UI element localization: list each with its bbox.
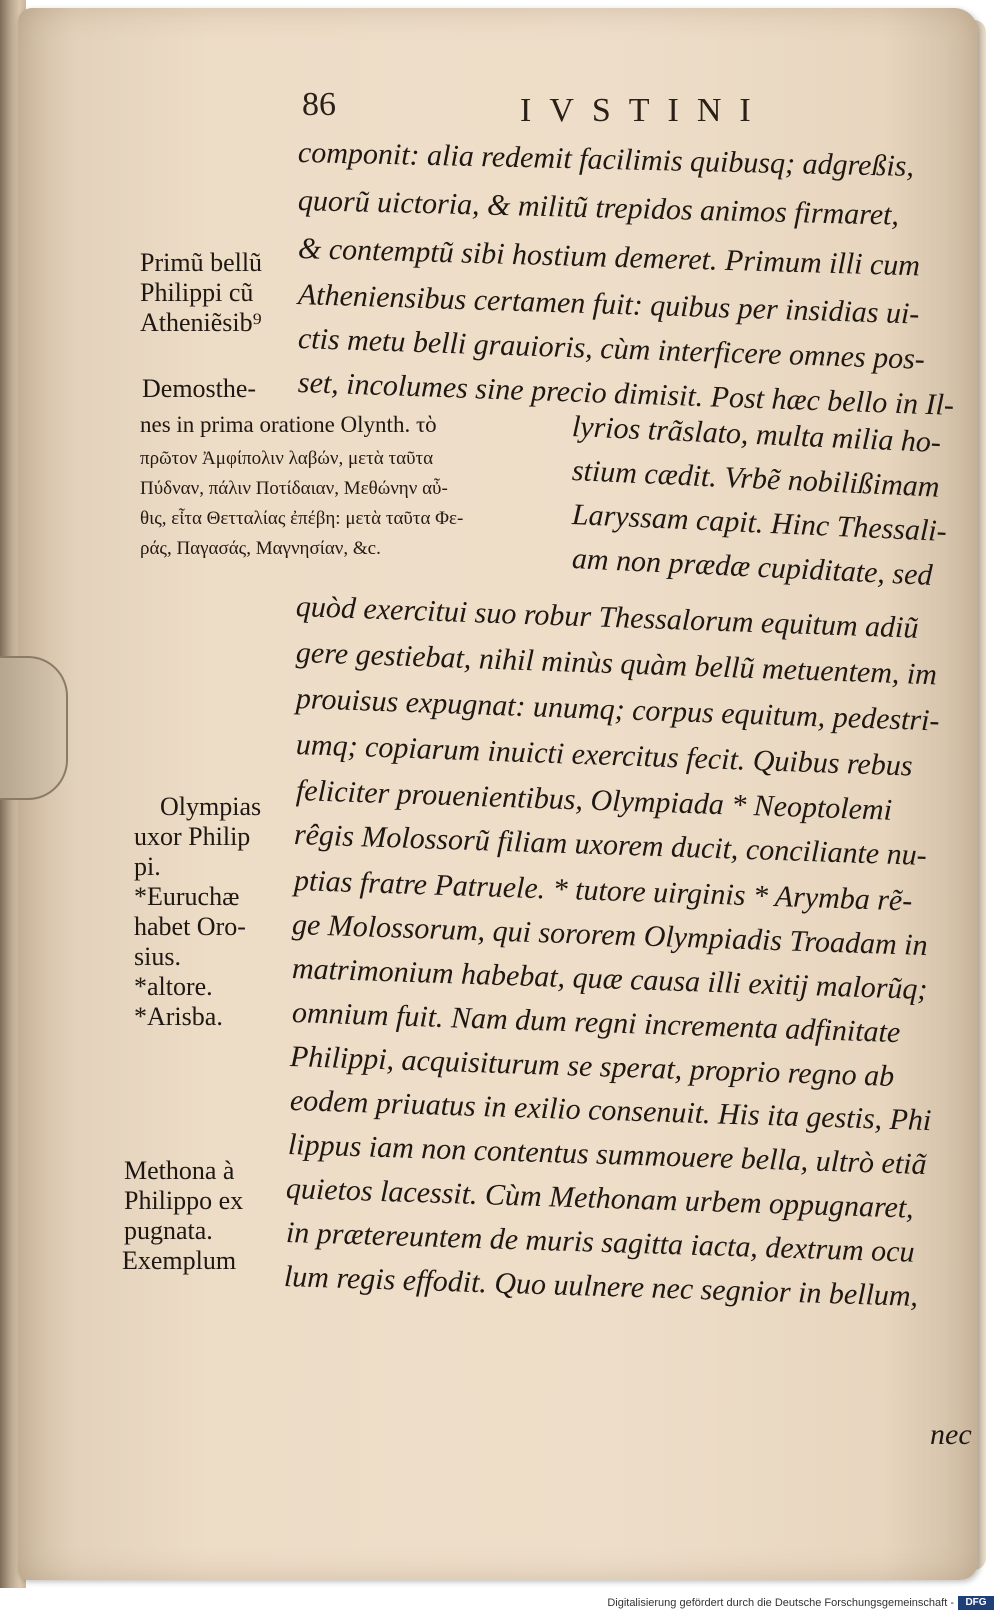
margin-note: *Arisba. (134, 1002, 223, 1031)
text-line: rêgis Molossorũ filiam uxorem ducit, conciliante nu- (293, 818, 928, 872)
page-number: 86 (302, 86, 336, 123)
margin-note: nes in prima oratione Olynth. τὸ (140, 412, 437, 437)
text-line: lyrios trãslato, multa milia ho- (571, 410, 942, 460)
text-line: ptias fratre Patruele. * tutore uirginis * Arymba rẽ- (293, 864, 913, 918)
text-line: lum regis effodit. Quo uulnere nec segnior in bellum, (283, 1260, 919, 1313)
margin-note: Atheniẽsib⁹ (140, 308, 262, 337)
text-line: umq; copiarum inuicti exercitus fecit. Quibus rebus (295, 728, 914, 783)
text-line: Atheniensibus certamen fuit: quibus per insidias ui- (297, 278, 920, 331)
text-line: eodem priuatus in exilio consenuit. His ita gestis, Phi (289, 1084, 932, 1138)
text-line: quorũ uictoria, & militũ trepidos animos firmaret, (297, 184, 900, 232)
text-line: stium cædit. Vrbẽ nobilißimam (571, 454, 941, 504)
margin-note: Exemplum (122, 1246, 237, 1275)
margin-note: Demosthe- (142, 374, 257, 403)
text-line: omnium fuit. Nam dum regni incrementa adfinitate (291, 996, 901, 1050)
footer-bar (0, 1588, 1000, 1619)
greek-quotation-line: Πύδναν, πάλιν Ποτίδαιαν, Μεθώνην αὖ- (140, 478, 448, 499)
greek-quotation-line: ράς, Παγασάς, Μαγνησίαν, &c. (140, 538, 381, 559)
margin-note: Methona à (124, 1156, 235, 1185)
margin-note: pugnata. (124, 1216, 213, 1245)
text-line: in prætereuntem de muris sagitta iacta, dextrum ocu (285, 1216, 916, 1269)
text-line: matrimonium habebat, quæ causa illi exitij malorũq; (291, 952, 929, 1007)
dfg-logo: DFG (958, 1596, 994, 1610)
margin-note: pi. (134, 852, 161, 881)
margin-note: Primũ bellũ (140, 248, 263, 277)
page-tab-marker (0, 656, 68, 800)
margin-note: sius. (134, 942, 181, 971)
text-line: & contemptũ sibi hostium demeret. Primum illi cum (297, 232, 921, 283)
text-line: gere gestiebat, nihil minùs quàm bellũ metuentem, im (295, 636, 938, 692)
margin-note: habet Oro- (134, 912, 246, 941)
text-line: ctis metu belli grauioris, cùm interficere omnes pos- (297, 322, 926, 376)
text-line: Laryssam capit. Hinc Thessali- (571, 498, 948, 548)
text-line: prouisus expugnat: unumq; corpus equitum, pedestri- (295, 682, 941, 738)
text-line: lippus iam non contentus summouere bella, ultrò etiã (287, 1128, 928, 1182)
margin-note: uxor Philip (134, 822, 251, 851)
catchword: nec (930, 1418, 972, 1451)
greek-quotation-line: πρῶτον Ἀμφίπολιν λαβών, μετὰ ταῦτα (140, 448, 434, 469)
running-head: IVSTINI (520, 92, 769, 129)
text-line: set, incolumes sine precio dimisit. Post hæc bello in Il- (297, 366, 955, 422)
text-line: feliciter prouenientibus, Olympiada * Neoptolemi (295, 774, 893, 827)
text-line: am non prædæ cupiditate, sed (571, 542, 934, 592)
text-line: ge Molossorum, qui sororem Olympiadis Troadam in (291, 908, 929, 963)
greek-quotation-line: θις, εἶτα Θετταλίας ἐπέβη: μετὰ ταῦτα Φε- (140, 508, 464, 529)
text-line: Philippi, acquisiturum se sperat, proprio regno ab (289, 1040, 895, 1094)
text-line: componit: alia redemit facilimis quibusq; adgreßis, (297, 136, 915, 183)
margin-note: Olympias (160, 792, 262, 821)
funding-credit: Digitalisierung gefördert durch die Deutsche Forschungsgemeinschaft - (607, 1597, 954, 1609)
margin-note: Philippo ex (124, 1186, 244, 1215)
margin-note: *Euruchæ (134, 882, 240, 911)
text-line: quòd exercitui suo robur Thessalorum equitum adiũ (295, 590, 919, 645)
margin-note: *altore. (134, 972, 213, 1001)
text-line: quietos lacessit. Cùm Methonam urbem oppugnaret, (285, 1172, 915, 1225)
margin-note: Philippi cũ (140, 278, 254, 307)
